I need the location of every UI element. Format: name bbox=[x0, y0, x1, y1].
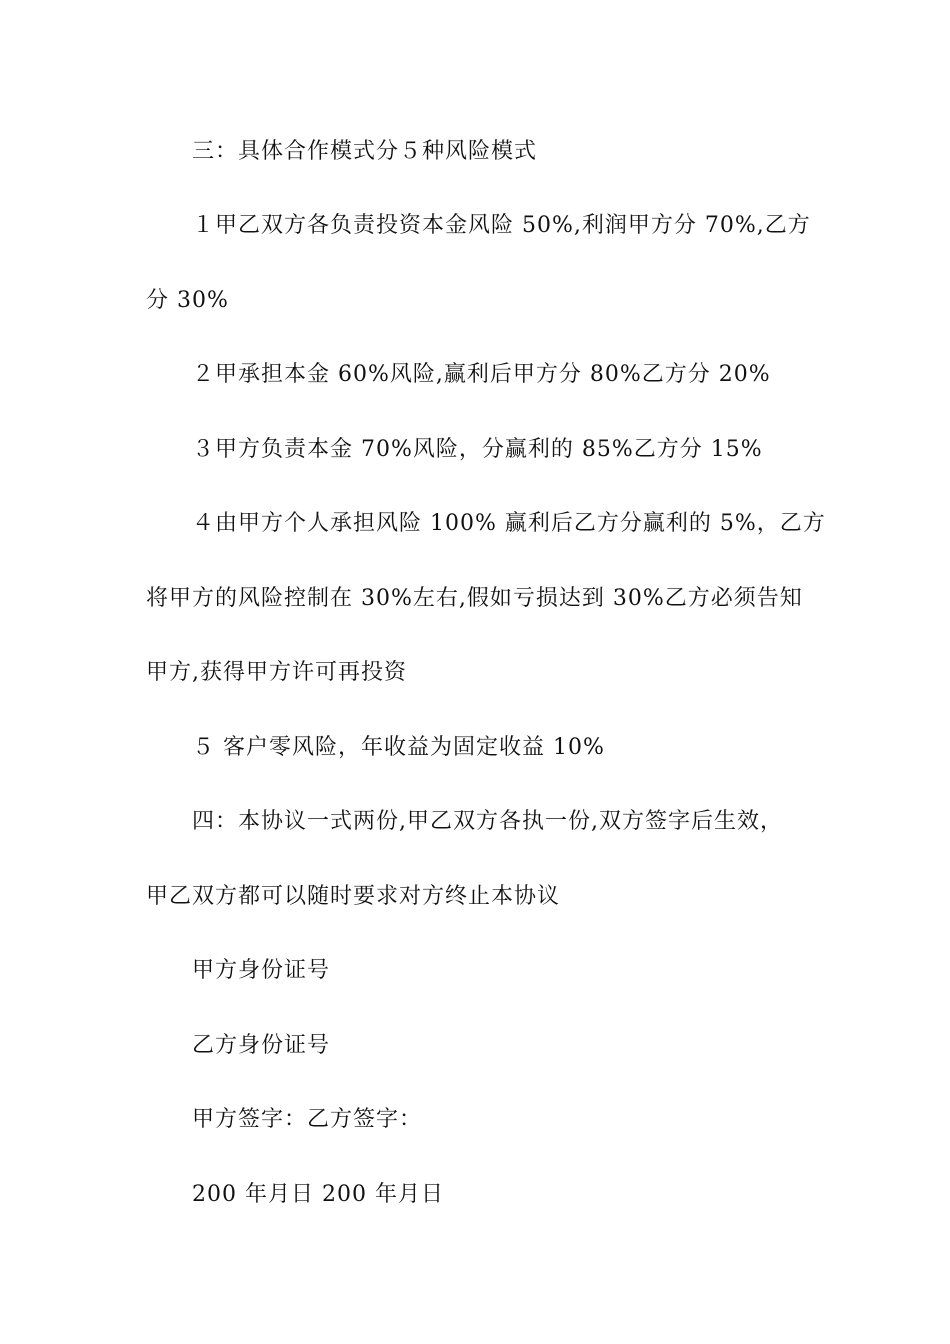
mode-5-line: ５ 客户零风险，年收益为固定收益 10% bbox=[192, 735, 605, 760]
mode-4-line: ４由甲方个人承担风险 100% 赢利后乙方分赢利的 5%，乙方 bbox=[192, 511, 826, 536]
signature-labels: 甲方签字：乙方签字： bbox=[192, 1107, 423, 1132]
party-a-id-label: 甲方身份证号 bbox=[192, 958, 331, 983]
party-b-id-label: 乙方身份证号 bbox=[192, 1033, 331, 1058]
section-four-continuation: 甲乙双方都可以随时要求对方终止本协议 bbox=[146, 884, 561, 909]
mode-1-line: １甲乙双方各负责投资本金风险 50%,利润甲方分 70%,乙方 bbox=[192, 213, 811, 238]
mode-2-line: ２甲承担本金 60%风险,赢利后甲方分 80%乙方分 20% bbox=[192, 362, 771, 387]
mode-4-continuation-2: 甲方,获得甲方许可再投资 bbox=[146, 660, 407, 685]
date-labels: 200 年月日 200 年月日 bbox=[192, 1182, 444, 1207]
section-three-heading: 三：具体合作模式分５种风险模式 bbox=[192, 139, 538, 164]
section-four-line: 四：本协议一式两份,甲乙双方各执一份,双方签字后生效， bbox=[192, 809, 783, 834]
mode-3-line: ３甲方负责本金 70%风险，分赢利的 85%乙方分 15% bbox=[192, 437, 763, 462]
mode-4-continuation-1: 将甲方的风险控制在 30%左右,假如亏损达到 30%乙方必须告知 bbox=[146, 586, 803, 611]
mode-1-continuation: 分 30% bbox=[146, 288, 229, 313]
